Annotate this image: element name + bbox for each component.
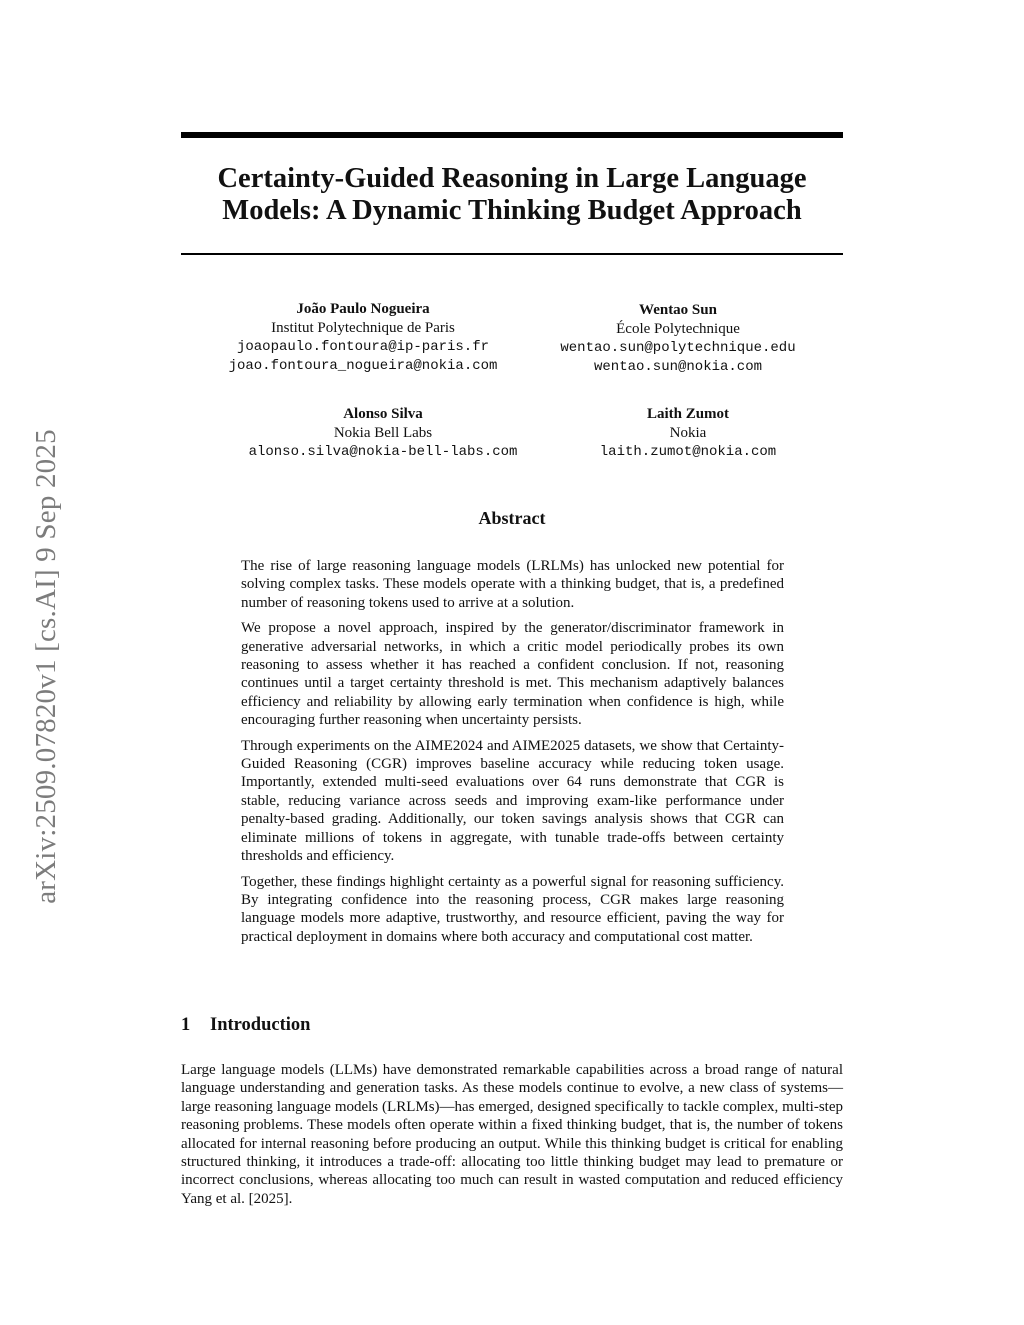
author-name: Laith Zumot — [646, 406, 730, 422]
abstract-paragraph: We propose a novel approach, inspired by the generator/discriminator framework in generative adversarial networks, in which a critic model periodically probes its own reasoning to assess whether it has reached a confident conclusion. If not, reasoning continues until a target certainty threshold is met. This mechanism adaptively balances efficiency and reliability by allowing early termination when confidence is high, while encouraging further reasoning when uncertainty persists. — [241, 620, 784, 729]
author-affiliation: Institut Polytechnique de Paris — [271, 320, 455, 336]
title-line-2: Models: A Dynamic Thinking Budget Approach — [222, 195, 802, 226]
author-affiliation: École Polytechnique — [616, 321, 740, 337]
abstract-paragraph: Through experiments on the AIME2024 and AIME2025 datasets, we show that Certainty-Guided Reasoning (CGR) improves baseline accuracy while reducing token usage. Importantly, extended multi-seed evaluations over 64 runs demonstrate that CGR is stable, reducing variance across seeds and improving exam-like performance under penalty-based grading. Additionally, our token savings analysis shows that CGR can eliminate millions of tokens in aggregate, with tunable trade-offs between certainty thresholds and efficiency. — [241, 737, 784, 865]
author-email[interactable]: wentao.sun@polytechnique.edu — [560, 340, 796, 356]
author-email[interactable]: alonso.silva@nokia-bell-labs.com — [248, 444, 518, 460]
section-heading-introduction — [181, 1015, 310, 1036]
author-email[interactable]: joaopaulo.fontoura@ip-paris.fr — [236, 339, 490, 355]
section-title: Introduction — [210, 1015, 311, 1035]
author-block-nogueira — [183, 300, 543, 376]
author-affiliation: Nokia — [669, 425, 707, 441]
author-name: João Paulo Nogueira — [296, 301, 430, 317]
author-block-zumot — [508, 405, 868, 462]
abstract-heading: Abstract — [478, 508, 546, 528]
author-name: Wentao Sun — [639, 302, 717, 318]
arxiv-id-text: arXiv:2509.07820v1 [cs.AI] 9 Sep 2025 — [29, 428, 62, 904]
author-affiliation: Nokia Bell Labs — [333, 425, 433, 441]
paper-title — [181, 163, 843, 227]
section-number: 1 — [181, 1015, 191, 1035]
introduction-paragraph: Large language models (LLMs) have demonstrated remarkable capabilities across a broad range of natural language understanding and generation tasks. As these models continue to evolve, a new class of systems—large reasoning language models (LRLMs)—has emerged, designed specifically to tackle complex, multi-step reasoning problems. These models often operate within a fixed thinking budget, that is, the number of tokens allocated for internal reasoning before producing an output. While this thinking budget is critical for enabling structured thinking, it introduces a trade-off: allocating too little thinking budget may lead to premature or incorrect conclusions, whereas allocating too much can result in wasted computation and reduced efficiency Yang et al. [2025]. — [181, 1062, 843, 1207]
author-name: Alonso Silva — [343, 406, 423, 422]
abstract-paragraph: Together, these findings highlight certainty as a powerful signal for reasoning sufficiency. By integrating confidence into the reasoning process, CGR makes large reasoning language models more adaptive, trustworthy, and resource efficient, paving the way for practical deployment in domains where both accuracy and computational cost matter. — [241, 873, 784, 945]
author-block-sun — [498, 301, 858, 377]
author-email[interactable]: laith.zumot@nokia.com — [599, 444, 777, 460]
author-email[interactable]: wentao.sun@nokia.com — [593, 359, 763, 375]
abstract-body — [241, 557, 784, 953]
title-bottom-rule — [181, 253, 843, 255]
author-email[interactable]: joao.fontoura_nogueira@nokia.com — [228, 358, 498, 374]
title-line-1: Certainty-Guided Reasoning in Large Language — [217, 163, 807, 194]
title-top-rule — [181, 132, 843, 138]
arxiv-identifier — [30, 386, 62, 946]
abstract-paragraph: The rise of large reasoning language models (LRLMs) has unlocked new potential for solving complex tasks. These models operate with a thinking budget, that is, a predefined number of reasoning tokens used to arrive at a solution. — [241, 558, 784, 611]
